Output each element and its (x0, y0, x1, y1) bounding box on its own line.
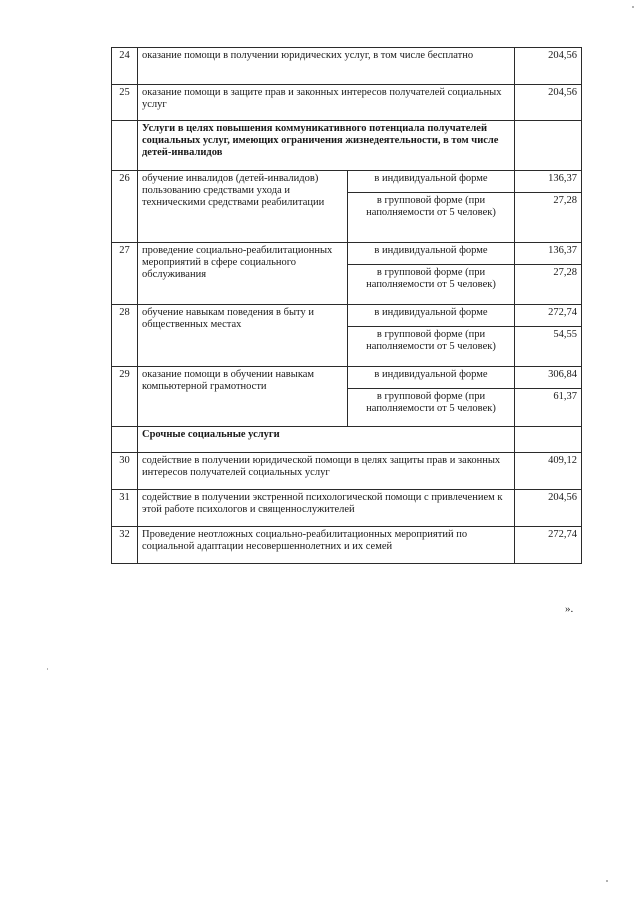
service-form: в индивидуальной форме (348, 243, 515, 265)
service-form: в групповой форме (при наполняемости от 5 человек) (348, 389, 515, 427)
service-form: в индивидуальной форме (348, 367, 515, 389)
row-number: 29 (112, 367, 138, 427)
table-row (112, 171, 582, 193)
service-name: содействие в получении экстренной психологической помощи с привлечением к этой работе психологов и священнослужителей (138, 490, 515, 527)
table-row (112, 85, 582, 121)
price: 306,84 (515, 367, 582, 389)
scan-speck (606, 880, 608, 882)
price: 136,37 (515, 243, 582, 265)
price: 204,56 (515, 490, 582, 527)
service-form: в индивидуальной форме (348, 305, 515, 327)
service-form: в групповой форме (при наполняемости от 5 человек) (348, 265, 515, 305)
price: 204,56 (515, 48, 582, 85)
table-row (112, 453, 582, 490)
table-row (112, 305, 582, 327)
service-name: Проведение неотложных социально-реабилитационных мероприятий по социальной адаптации несовершеннолетних и их семей (138, 527, 515, 564)
section-heading: Услуги в целях повышения коммуникативного потенциала получателей социальных услуг, имеющих ограничения жизнедеятельности, в том числе детей-инвалидов (138, 121, 515, 171)
price: 27,28 (515, 265, 582, 305)
section-row (112, 427, 582, 453)
row-number: 24 (112, 48, 138, 85)
price: 54,55 (515, 327, 582, 367)
tariff-table (111, 47, 582, 564)
row-number: 32 (112, 527, 138, 564)
row-number: 26 (112, 171, 138, 243)
table-row (112, 243, 582, 265)
price: 27,28 (515, 193, 582, 243)
row-number: 28 (112, 305, 138, 367)
row-number: 30 (112, 453, 138, 490)
service-name: оказание помощи в защите прав и законных интересов получателей социальных услуг (138, 85, 515, 121)
table-row (112, 48, 582, 85)
service-form: в групповой форме (при наполняемости от 5 человек) (348, 193, 515, 243)
service-name: оказание помощи в обучении навыкам компьютерной грамотности (138, 367, 348, 427)
section-row (112, 121, 582, 171)
service-form: в индивидуальной форме (348, 171, 515, 193)
service-name: обучение навыкам поведения в быту и общественных местах (138, 305, 348, 367)
section-heading: Срочные социальные услуги (138, 427, 515, 453)
table-row (112, 367, 582, 389)
row-number: 27 (112, 243, 138, 305)
price: 272,74 (515, 305, 582, 327)
scan-speck (47, 668, 48, 670)
row-number: 25 (112, 85, 138, 121)
price: 61,37 (515, 389, 582, 427)
table-row (112, 490, 582, 527)
table-row (112, 527, 582, 564)
service-form: в групповой форме (при наполняемости от 5 человек) (348, 327, 515, 367)
price: 136,37 (515, 171, 582, 193)
row-number: 31 (112, 490, 138, 527)
service-name: оказание помощи в получении юридических услуг, в том числе бесплатно (138, 48, 515, 85)
scan-speck (632, 6, 634, 8)
price: 272,74 (515, 527, 582, 564)
price: 409,12 (515, 453, 582, 490)
closing-quote-mark: ». (565, 603, 574, 615)
service-name: содействие в получении юридической помощи в целях защиты прав и законных интересов получателей социальных услуг (138, 453, 515, 490)
service-name: проведение социально-реабилитационных мероприятий в сфере социального обслуживания (138, 243, 348, 305)
price: 204,56 (515, 85, 582, 121)
service-name: обучение инвалидов (детей-инвалидов) пользованию средствами ухода и техническими средствами реабилитации (138, 171, 348, 243)
